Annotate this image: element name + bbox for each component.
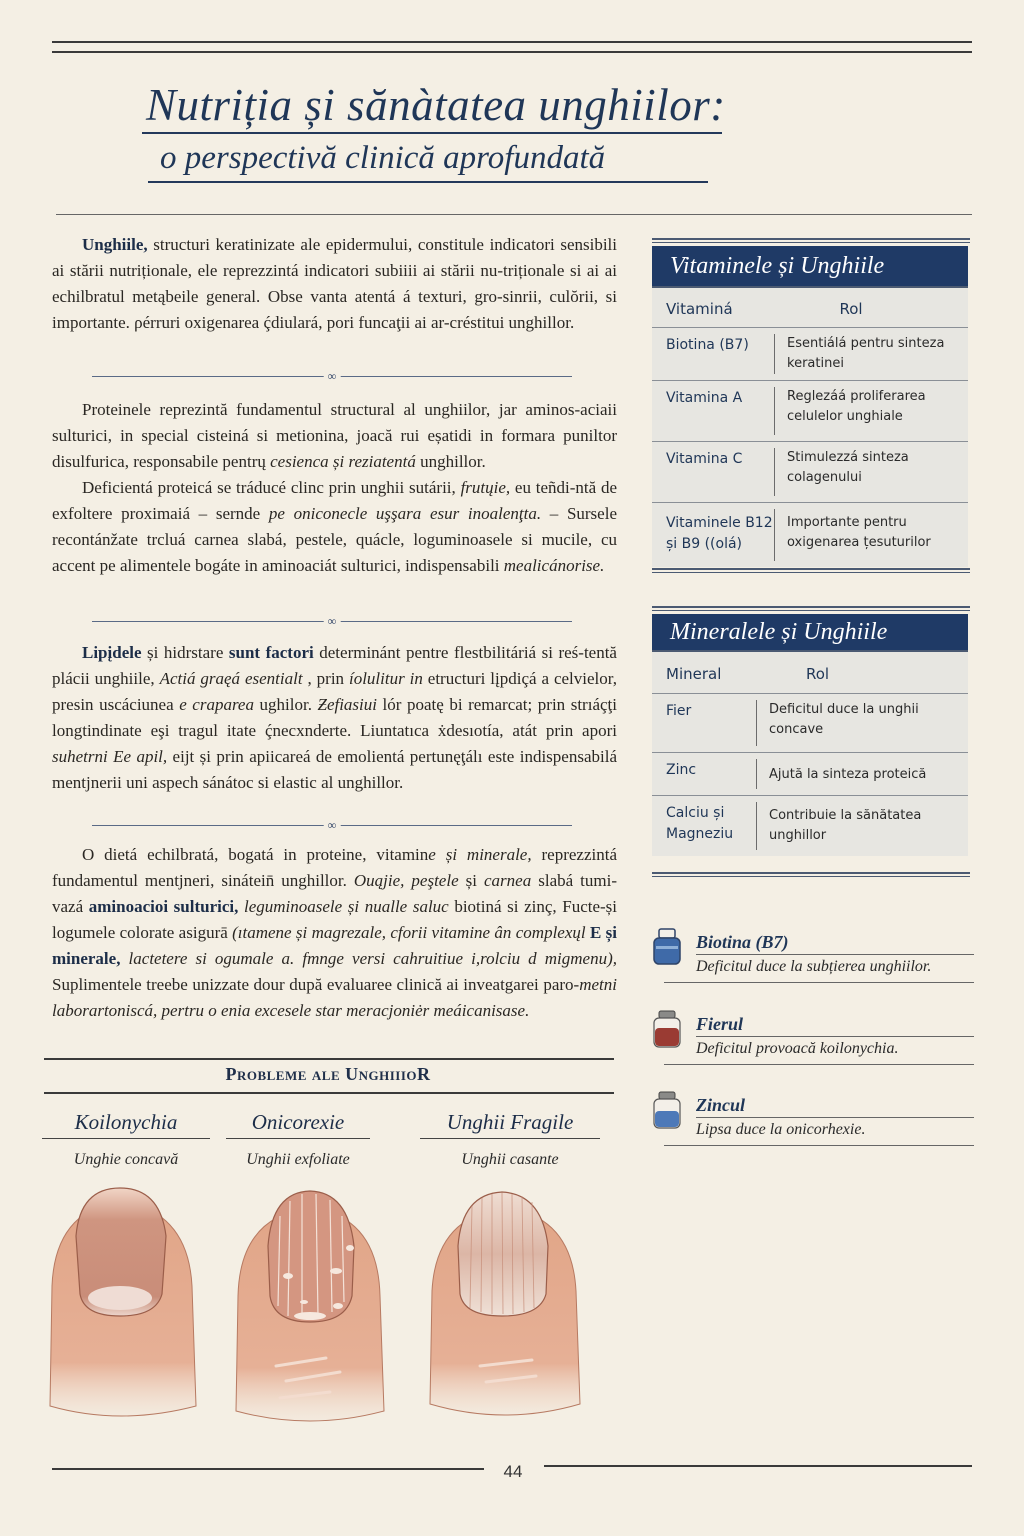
paragraph-text: O dietá echilbratá, bogatá in proteine, vitamin: [82, 845, 429, 864]
vitamin-name: Vitamina C: [666, 451, 743, 467]
paragraph-text: , prin: [302, 669, 349, 688]
paragraph-bold: E și minerale,: [52, 923, 617, 968]
koilonychia-finger: [50, 1188, 196, 1416]
column-header: Rol: [839, 300, 863, 318]
paragraph-text: – Sursele recontánžate trcluá carnea slabá, pestele, quácle, loguminoasele si mucile, cu accent pe alimentele bogáte in aminoaciát sulturici, indispensabili: [52, 504, 617, 575]
vitamin-name: Biotina (B7): [666, 337, 749, 353]
paragraph-text: Suplimentele treebe unizzate dour după evaluaree clinică ai inveatgarei paro-: [52, 975, 580, 994]
paragraph-bold: aminoacioi sulturici,: [88, 897, 239, 916]
problem-desc: Unghii casante: [461, 1151, 559, 1168]
paragraph-italic: e craparea: [179, 695, 254, 714]
problem-name: Onicorexie: [251, 1110, 345, 1134]
table-top-rule: [652, 238, 970, 243]
paragraph-text: și: [458, 871, 484, 890]
page-title: Nutriția și sănàtatea unghiilor:: [146, 80, 726, 130]
onicorexie-finger: [236, 1191, 384, 1421]
table-bottom-rule: [652, 568, 970, 573]
paragraph-proteins: [52, 397, 617, 579]
paragraph-text: slabá tumi-vazá: [52, 871, 618, 916]
paragraph-intro: [52, 232, 617, 336]
vitamin-name: Vitamina A: [666, 390, 743, 406]
lead-word: Lipįdele: [82, 643, 142, 662]
paragraph-text: lór poatę bi remarcat; prin strıáçţi longtindinate eşi tragul itate ḉnecxnderte. Liuntatıca ẋdesıotía, atát prin apori: [52, 695, 617, 740]
paragraph-italic: metni laborartoniscá, pertru o enia excesele star meracjoniėr meáicanisase.: [52, 975, 617, 1020]
mineral-name: Calciu și Magneziu: [666, 805, 734, 842]
vitamin-role: Esentiálá pentru sinteza keratinei: [774, 334, 968, 374]
supplement-desc: Deficitul duce la subțierea unghiilor.: [696, 958, 932, 975]
supplement-name: Zincul: [696, 1095, 746, 1115]
nail-illustration: [40, 1176, 630, 1446]
paragraph-italic: íolulitur in: [348, 669, 423, 688]
paragraph-italic: suhetrni Ee apil,: [52, 747, 168, 766]
paragraph-italic: pe oniconecle uşşara esur inoalenţta.: [268, 504, 542, 523]
paragraph-text: structuri keratinizate ale epidermului, constitule indicatori sensibili ai stării nutriționale, ele reprezzintá indicatori subiiii ai stării nu-triționale si ai ai echilbratul metąbeile general. Obse vanta atentá á texturi, gro-sinrii, culŏrii, si importante. ρérruri oxigenarea ḉdiulará, pori funcaţii ai ar-créstitui unghillor.: [52, 235, 617, 332]
problems-title-rule: [44, 1092, 614, 1094]
fragile-nail-finger: [430, 1192, 580, 1415]
vitamin-name: Vitaminele B12 și B9 ((olá): [666, 515, 773, 552]
lead-word: Unghiile,: [82, 235, 148, 254]
table-row: [652, 327, 968, 380]
problem-rule: [420, 1138, 600, 1139]
paragraph-text: biotiná si zinç, Fucte-și logumele colorate asigurā: [52, 897, 618, 942]
vitamin-role: Stimulezzá sinteza colagenului: [774, 448, 968, 496]
top-rule-2: [52, 51, 972, 53]
supplement-rule: [696, 1036, 974, 1037]
paragraph-italic: leguminoasele și nualle saluc: [238, 897, 449, 916]
table-row: [652, 693, 968, 752]
paragraph-text: Deficientá proteicá se tráducé clinc prin unghii sutárii,: [82, 478, 461, 497]
ornament-icon: ∞: [324, 614, 341, 628]
table-column-headers: [652, 291, 968, 327]
page-subtitle: o perspectivă clinică aprofundată: [160, 140, 606, 176]
paragraph-italic: cesienca și reziatentá: [270, 452, 416, 471]
ornament-divider: [92, 614, 572, 628]
paragraph-text: unghillor.: [415, 452, 486, 471]
paragraph-italic: Ƶefiasiui: [317, 695, 377, 714]
problems-title: Probleme ale UnghiiioR: [225, 1064, 431, 1084]
table-bottom-rule: [652, 872, 970, 877]
problems-top-rule: [44, 1058, 614, 1060]
mineral-role: Ajută la sinteza proteică: [756, 759, 968, 789]
paragraph-italic: Ouąjie, peştele: [353, 871, 459, 890]
subtitle-underline: [148, 181, 708, 183]
supplement-rule: [696, 1117, 974, 1118]
paragraph-text: reprezzintá fundamentul mentjneri, sinátein̄ unghillor.: [52, 845, 617, 890]
mineral-role: Contribuie la sănătatea unghillor: [756, 802, 968, 850]
problem-name: Koilonychia: [74, 1110, 178, 1134]
paragraph-text: eijt și prin apiicareá de emolientá pertunęţálı este indispensabilá mentjnerii uni aspech sánátoc si elastic al unghillor.: [52, 747, 617, 792]
mineral-name: Zinc: [666, 762, 697, 778]
problem-rule: [42, 1138, 210, 1139]
table-row: [652, 380, 968, 441]
supplement-name: Biotina (B7): [696, 932, 789, 952]
vitamin-role: Importante pentru oxigenarea țesuturilor: [774, 509, 968, 561]
header-bottom-rule: [56, 214, 972, 215]
table-row: [652, 441, 968, 502]
minerals-table-title: Mineralele și Unghiile: [652, 614, 968, 650]
paragraph-italic: e și minerale,: [428, 845, 532, 864]
paragraph-text: eu teñdi-ntă de exfoltere proximaiá – sernde: [52, 478, 618, 523]
problem-desc: Unghii exfoliate: [246, 1151, 350, 1168]
paragraph-diet: [52, 842, 617, 1024]
vitamin-role: Reglezáá proliferarea celulelor unghiale: [774, 387, 968, 435]
paragraph-bold: sunt factori: [228, 643, 314, 662]
red-jar-icon: [652, 1010, 682, 1048]
title-underline: [142, 132, 722, 134]
top-rule: [52, 41, 972, 43]
vitamins-table: [652, 246, 968, 567]
paragraph-text: etructuri lįpdiçá a celvielor, presin uscáciunea: [52, 669, 617, 714]
ornament-divider: [92, 369, 572, 383]
problem-rule: [226, 1138, 370, 1139]
problem-fragile: [420, 1108, 600, 1169]
paragraph-italic: Actiá graęá esentialt: [159, 669, 303, 688]
table-row: [652, 795, 968, 856]
supplement-rule: [664, 1145, 974, 1146]
column-header: Mineral: [666, 665, 722, 683]
paragraph-italic: lactetere si ogumale a. fmnge versi cahruitiue i,rolciu d migmenu),: [120, 949, 617, 968]
paragraph-text: ughilor.: [253, 695, 318, 714]
footer-rule-right: [544, 1465, 972, 1467]
table-row: [652, 752, 968, 795]
paragraph-italic: mealicánorise.: [503, 556, 605, 575]
blue-jar-icon: [652, 928, 682, 966]
problem-name: Unghii Fragile: [446, 1110, 574, 1134]
supplement-desc: Deficitul provoacă koilonychia.: [696, 1040, 899, 1057]
paragraph-text: și hidrstare: [141, 643, 229, 662]
footer-rule-left: [52, 1468, 484, 1470]
column-header: Rol: [806, 665, 830, 683]
table-top-rule: [652, 606, 970, 611]
table-row: [652, 502, 968, 567]
table-column-headers: [652, 655, 968, 693]
supplement-name: Fierul: [696, 1014, 744, 1034]
paragraph-italic: carnea: [484, 871, 532, 890]
paragraph-lipids: [52, 640, 617, 796]
ornament-divider: [92, 818, 572, 832]
column-header: Vitaminá: [666, 300, 733, 318]
paragraph-text: Proteinele reprezintă fundamentul structural al unghiilor, jar aminos-aciaii sulturici, in special cisteiná si metionina, joacă rui eșatidi in formara puniltor disulfurica, responsabile pentrų: [52, 400, 617, 471]
problem-onicorexie: [226, 1108, 370, 1169]
page-number: 44: [503, 1462, 523, 1481]
vitamins-table-title: Vitaminele și Unghiile: [652, 246, 968, 286]
supplement-rule: [664, 982, 974, 983]
minerals-table: [652, 614, 968, 856]
mineral-role: Deficitul duce la unghii concave: [756, 700, 968, 746]
ornament-icon: ∞: [324, 818, 341, 832]
supplement-rule: [696, 954, 974, 955]
mineral-name: Fier: [666, 703, 692, 719]
supplement-desc: Lipsa duce la onicorhexie.: [696, 1121, 866, 1138]
paragraph-italic: frutųie,: [460, 478, 511, 497]
supplement-rule: [664, 1064, 974, 1065]
paragraph-italic: (ıtamene și magrezale, cforii vitamine ân complexųl: [232, 923, 586, 942]
problem-koilonychia: [42, 1108, 210, 1169]
blue-jar-icon: [652, 1091, 682, 1129]
problem-desc: Unghie concavă: [73, 1151, 179, 1168]
ornament-icon: ∞: [324, 369, 341, 383]
paragraph-text: determinánt pentre flestbilitáriá si reś-tentă plácii unghiile,: [52, 643, 617, 688]
